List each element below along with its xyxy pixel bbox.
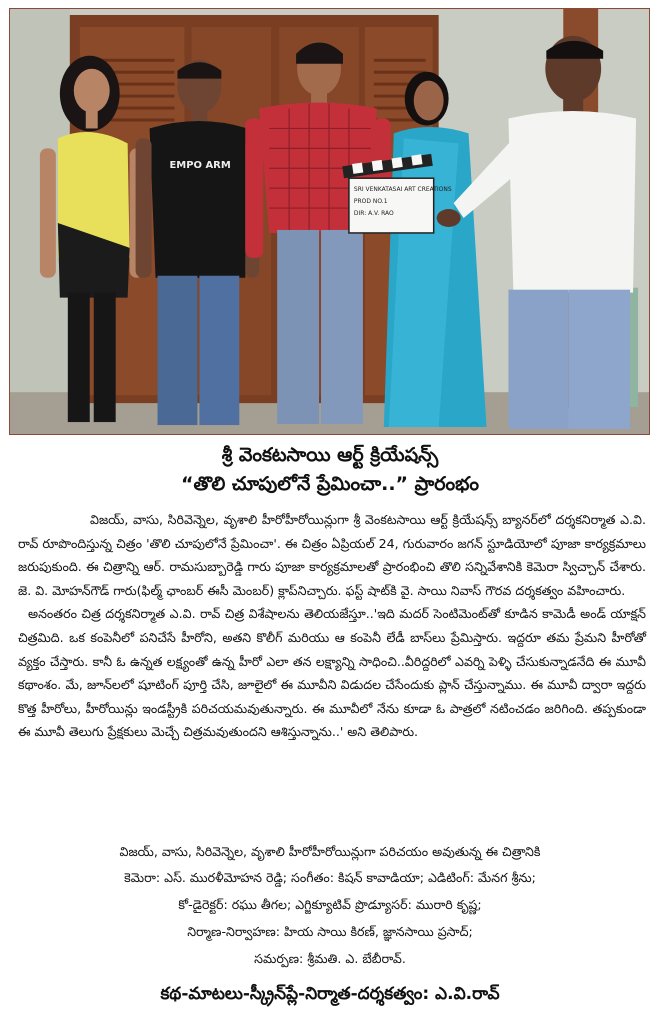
article-body <box>18 508 646 744</box>
director-credit: కథ-మాటలు-స్క్రీన్‌ప్లే-నిర్మాత-దర్శకత్వం: ఎ.వి.రావ్ <box>160 984 500 1004</box>
clapboard-line-3: DIR: A.V. RAO <box>353 210 394 218</box>
credits-crew-2: కో-డైరెక్టర్: రఘు తీగల; ఎగ్జిక్యూటివ్ ప్రొడ్యూసర్: మురారి కృష్ణ; <box>178 897 482 912</box>
movie-title-heading: “తొలి చూపులోనే ప్రేమించా..” ప్రారంభం <box>180 473 480 495</box>
clapboard-line-1: SRI VENKATASAI ART CREATIONS <box>353 186 452 194</box>
article-paragraph-1: విజయ్, వాసు, సిరివెన్నెల, వృశాలి హీరోహీరోయిన్లుగా శ్రీ వెంకటసాయి ఆర్ట్ క్రియేషన్స్ బ్యానర్‌లో దర్శకనిర్మాత ఎ.వి. రావ్ రూపొందిస్తున్న చిత్రం 'తొలి చూపులోనే ప్రేమించా'. ఈ చిత్రం ఏప్రియల్ 24, గురువారం జగన్ స్టూడియోలో పూజా కార్యక్రమాలు జరుపుకుంది. ఈ చిత్రాన్ని ఆర్. రామసుబ్బారెడ్డి గారు పూజా కార్యక్రమాలతో ప్రారంభించి తొలి సన్నివేశానికి కెమెరా స్విచ్చాన్ చేశారు. జె. వి. మోహన్‌గౌడ్ గారు(ఫిల్మ్ ఛాంబర్ ఈసీ మెంబర్) క్లాప్‌నిచ్చారు. ఫస్ట్ షాట్‌కి వై. సాయి నివాస్ గౌరవ దర్శకత్వం వహించారు. <box>18 512 646 598</box>
event-photo <box>9 8 650 435</box>
clapboard-line-2: PROD NO.1 <box>353 198 388 206</box>
article-paragraph-2: అనంతరం చిత్ర దర్శకనిర్మాత ఎ.వి. రావ్ చిత్ర విశేషాలను తెలియజేస్తూ..'ఇది మదర్ సెంటిమెంట్‌తో కూడిన కామెడీ అండ్ యాక్షన్ చిత్రమిది. ఒక కంపెనీలో పనిచేసే హీరోని, అతని కొలీగ్ మరియు ఆ కంపెనీ లేడీ బాస్‌లు ప్రేమిస్తారు. ఇద్దరూ తమ ప్రేమని హీరోతో వ్యక్తం చేస్తారు. కానీ ఓ ఉన్నత లక్ష్యంతో ఉన్న హీరో ఎలా తన లక్ష్యాన్ని సాధించి..వీరిద్దరిలో ఎవర్ని పెళ్ళి చేసుకున్నాడనేది ఈ మూవీ కథాంశం. మే, జూన్‌లలో షూటింగ్ పూర్తి చేసి, జూలైలో ఈ మూవీని విడుదల చేసేందుకు ప్లాన్ చేస్తున్నాము. ఈ మూవీ ద్వారా ఇద్దరు కొత్త హీరోలు, హీరోయిన్లు ఇండస్ట్రీకి పరిచయమవుతున్నారు. ఈ మూవీలో నేను కూడా ఓ పాత్రలో నటించడం జరిగింది. తప్పకుండా ఈ మూవీ తెలుగు ప్రేక్షకులు మెచ్చే చిత్రమవుతుందని ఆశిస్తున్నాను..' అని తెలిపారు. <box>18 606 646 740</box>
banner-heading: శ్రీ వెంకటసాయి ఆర్ట్ క్రియేషన్స్ <box>221 444 439 466</box>
credits-production: నిర్మాణ-నిర్వాహణ: హియ సాయి కిరణ్, జ్ఞానసాయి ప్రసాద్; <box>187 924 473 939</box>
photo-illustration <box>10 9 649 434</box>
credits-presenter: సమర్పణ: శ్రీమతి. ఎ. బేబీరావ్. <box>254 951 406 966</box>
credits-intro: విజయ్, వాసు, సిరివెన్నెల, వృశాలి హీరోహీరోయిన్లుగా పరిచయం అవుతున్న ఈ చిత్రానికి <box>119 844 541 859</box>
shirt-print: EMPO ARM <box>169 160 231 172</box>
credits-crew-1: కెమెరా: ఎస్. మురళీమోహన రెడ్డి; సంగీతం: కిషన్ కావాడియా; ఎడిటింగ్: మేనగ శ్రీను; <box>124 870 536 885</box>
